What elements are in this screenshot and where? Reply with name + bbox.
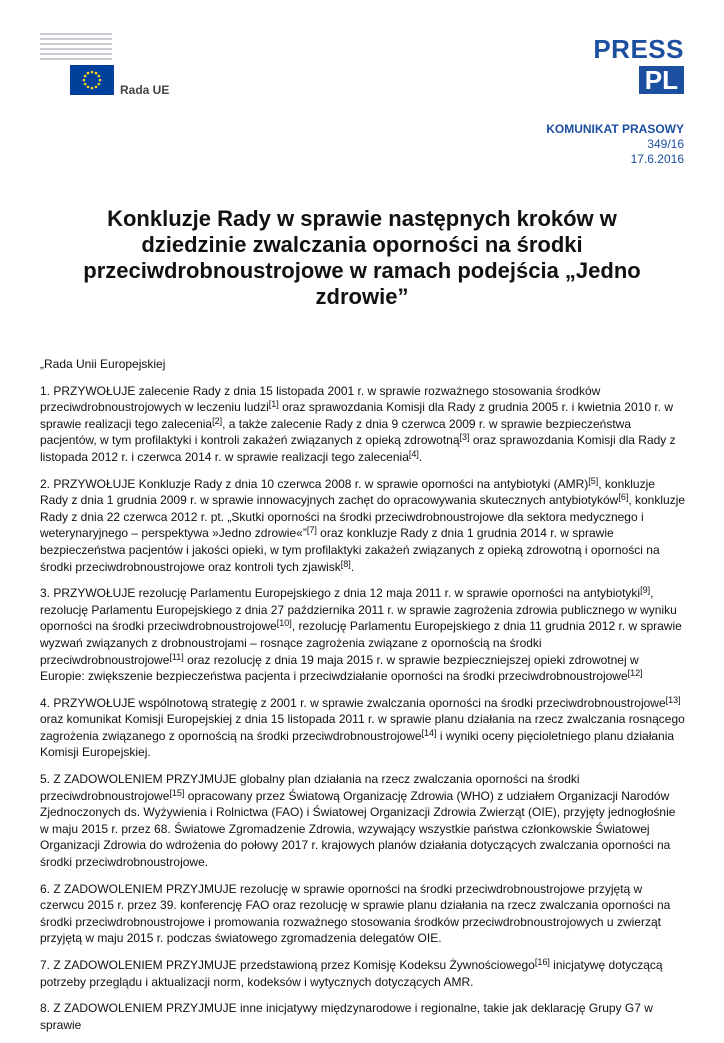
release-number: 349/16: [647, 137, 684, 151]
press-mark: [584, 36, 684, 94]
council-logo: [40, 33, 180, 103]
paragraph-text: oraz rezolucję z dnia 19 maja 2015 r. w sprawie bezpieczniejszej opieki zdrowotnej w Europie: zwiększenie bezpieczeństwa pacjenta i przeciwdziałanie oporności na środki przeciwdrobnoustrojowe: [40, 652, 639, 684]
footnote-link[interactable]: [14]: [421, 727, 437, 738]
paragraph-text: oraz komunikat Komisji Europejskiej z dnia 15 listopada 2011 r. w sprawie planu działania na rzecz zwalczania rosnącego zagrożenia związanego z opornością na środki przeciwdrobnoustrojowe: [40, 712, 685, 743]
paragraph-text: .: [418, 449, 423, 464]
paragraph-text: inicjatywę dotyczącą potrzeby przeglądu i aktualizacji norm, kodeksów i wytycznych dotyczących AMR.: [40, 958, 663, 989]
paragraph-text: 6. Z ZADOWOLENIEM PRZYJMUJE rezolucję w sprawie oporności na środki przeciwdrobnoustrojowe przyjętą w czerwcu 2015 r. przez 39. konferencję FAO oraz rezolucję w sprawie planu działania na rzecz zwalczania oporności na środki przeciwdrobnoustrojowe i promowania rozważnego stosowania środków przeciwdrobnoustrojowych u zwierząt przyjętą w maju 2015 r. podczas światowego zgromadzenia delegatów OIE.: [40, 881, 671, 946]
paragraph-text: 1. PRZYWOŁUJE zalecenie Rady z dnia 15 listopada 2001 r. w sprawie rozważnego stosowania środków przeciwdrobnoustrojowych w leczeniu ludzi: [40, 383, 601, 415]
footnote-link[interactable]: [9]: [640, 585, 651, 596]
footnote-link[interactable]: [13]: [665, 694, 681, 705]
footnote-link[interactable]: [3]: [459, 432, 470, 443]
release-meta: [546, 122, 684, 167]
eu-flag-icon: [70, 65, 114, 95]
footnote-link[interactable]: [2]: [212, 415, 223, 426]
paragraph-7: [40, 957, 686, 990]
paragraph-6: [40, 881, 686, 947]
footnote-link[interactable]: [8]: [340, 558, 351, 569]
paragraph-text: oraz sprawozdania Komisji dla Rady z grudnia 2005 r. i kwietnia 2010 r. w sprawie realizacji tego zalecenia: [40, 400, 674, 431]
footnote-link[interactable]: [1]: [268, 399, 279, 410]
paragraph-8: [40, 1000, 686, 1033]
logo-label: Rada UE: [120, 83, 170, 97]
paragraph-text: , a także zalecenie Rady z dnia 9 czerwca 2009 r. w sprawie bezpieczeństwa pacjentów, w tym profilaktyki i kontroli zakażeń związanych z opieką zdrowotną: [40, 416, 631, 448]
footnote-link[interactable]: [10]: [276, 618, 292, 629]
paragraph-2: [40, 476, 686, 576]
paragraph-text: 4. PRZYWOŁUJE wspólnotową strategię z 2001 r. w sprawie zwalczania oporności na środki przeciwdrobnoustrojowe: [40, 695, 666, 710]
paragraph-3: [40, 585, 686, 685]
footnote-link[interactable]: [16]: [534, 957, 550, 967]
paragraph-5: [40, 771, 686, 871]
paragraph-text: , konkluzje Rady z dnia 22 czerwca 2012 r. pt. „Skutki oporności na środki przeciwdrobnoustrojowe dla sektora medycznego i weterynaryjnego – perspektywa »Jedno zdrowie«”: [40, 493, 686, 541]
paragraph-text: oraz sprawozdania Komisji dla Rady z listopada 2012 r. i czerwca 2014 r. w sprawie realizacji tego zalecenia: [40, 433, 676, 464]
paragraph-text: , konkluzje Rady z dnia 1 grudnia 2009 r. w sprawie innowacyjnych zachęt do opracowywania skutecznych antybiotyków: [40, 476, 655, 508]
paragraph-text: i wyniki oceny pięcioletniego planu działania Komisji Europejskiej.: [40, 728, 675, 760]
paragraph-text: 2. PRZYWOŁUJE Konkluzje Rady z dnia 10 czerwca 2008 r. w sprawie oporności na antybiotyki (AMR): [40, 476, 589, 491]
footnote-link[interactable]: [7]: [306, 525, 317, 536]
paragraph-list: [40, 383, 686, 1034]
paragraph-text: 5. Z ZADOWOLENIEM PRZYJMUJE globalny plan działania na rzecz zwalczania oporności na środki przeciwdrobnoustrojowe: [40, 772, 580, 803]
footnote-link[interactable]: [11]: [169, 651, 184, 662]
paragraph-text: 7. Z ZADOWOLENIEM PRZYJMUJE przedstawioną przez Komisję Kodeksu Żywnościowego: [40, 958, 535, 972]
footnote-link[interactable]: [6]: [618, 492, 629, 503]
paragraph-text: , rezolucję Parlamentu Europejskiego z dnia 27 października 2011 r. w sprawie zagrożenia zdrowia publicznego w wyniku oporności na środki przeciwdrobnoustrojowe: [40, 586, 677, 634]
release-kind: KOMUNIKAT PRASOWY: [546, 122, 684, 136]
footnote-link[interactable]: [12]: [627, 668, 643, 679]
paragraph-text: opracowany przez Światową Organizację Zdrowia (WHO) z udziałem Organizacji Narodów Zjednoczonych ds. Wyżywienia i Rolnictwa (FAO) i Światowej Organizacji Zdrowia Zwierząt (OIE), przyjęty jednogłośnie w maju 2015 r. przez 68. Światowe Zgromadzenie Zdrowia, wzywający wszystkie państwa członkowskie Światowej Organizacji Zdrowia do wdrożenia do połowy 2017 r. krajowych planów działania dotyczących zwalczania oporności na środki przeciwdrobnoustrojowe.: [40, 788, 676, 870]
paragraph-text: , rezolucję Parlamentu Europejskiego z dnia 11 grudnia 2012 r. w sprawie wyzwań związanych z drobnoustrojami – rosnące zagrożenia związane z opornością na środki przeciwdrobnoustrojowe: [40, 619, 682, 667]
press-word: PRESS: [593, 34, 684, 64]
intro-line: „Rada Unii Europejskiej: [40, 357, 166, 371]
paragraph-1: [40, 383, 686, 466]
release-date: 17.6.2016: [630, 152, 684, 166]
paragraph-text: oraz konkluzje Rady z dnia 1 grudnia 2014 r. w sprawie bezpieczeństwa pacjentów i jakości opieki, w tym profilaktyki zakażeń związanych z opieką zdrowotną i oporności na środki przeciwdrobnoustrojowe oraz kontroli tych zjawisk: [40, 526, 660, 574]
page-title: Konkluzje Rady w sprawie następnych kroków w dziedzinie zwalczania oporności na środki przeciwdrobnoustrojowe w ramach podejścia „Jedno zdrowie”: [83, 206, 641, 309]
paragraph-text: 8. Z ZADOWOLENIEM PRZYJMUJE inne inicjatywy międzynarodowe i regionalne, takie jak deklarację Grupy G7 w sprawie: [40, 1001, 653, 1032]
footnote-link[interactable]: [4]: [408, 448, 419, 459]
footnote-link[interactable]: [15]: [169, 787, 185, 798]
paragraph-text: 3. PRZYWOŁUJE rezolucję Parlamentu Europejskiego z dnia 12 maja 2011 r. w sprawie oporności na antybiotyki: [40, 586, 641, 601]
document-body: [40, 356, 686, 1043]
footnote-link[interactable]: [5]: [588, 475, 599, 486]
press-language: PL: [639, 66, 684, 94]
paragraph-text: .: [350, 559, 355, 574]
paragraph-4: [40, 695, 686, 761]
